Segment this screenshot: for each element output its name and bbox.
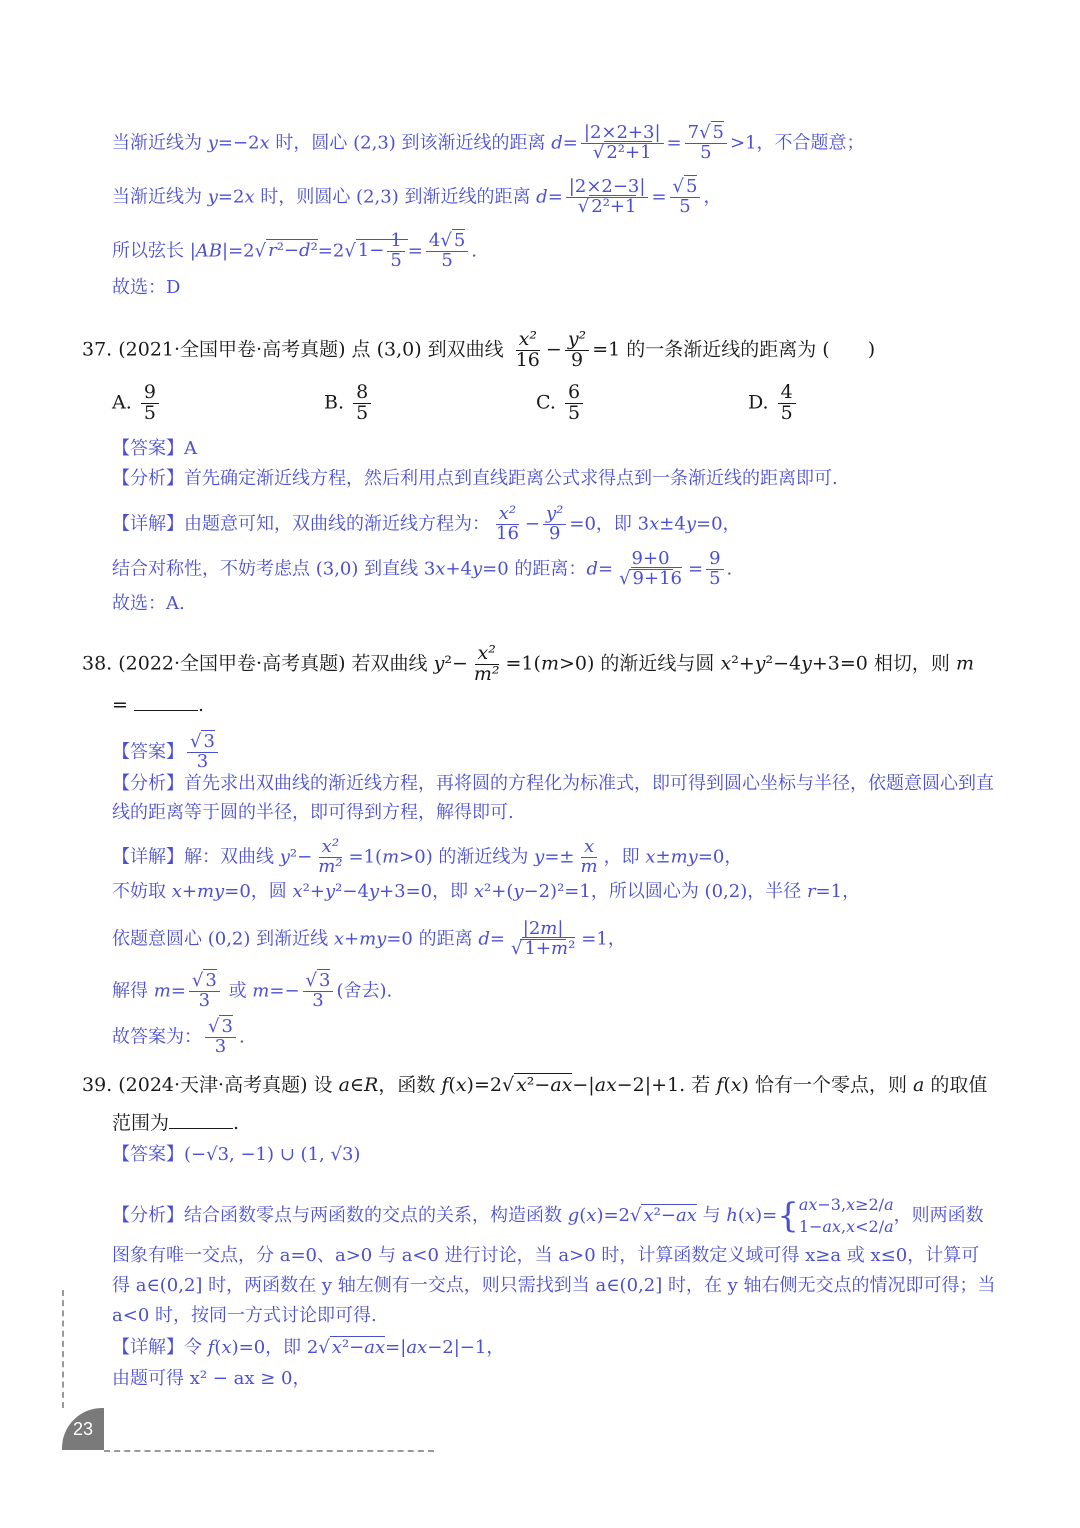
q37-option-c[interactable]: C. $\frac{6}{5}$	[536, 383, 586, 424]
solution-line-asymptote-pos: 当渐近线为 y=2x 时，则圆心 (2,3) 到渐近线的距离 d= $\frac{|2\times 2-3|}{\text{√ 2²+1}}$ = $\frac{√ 5}{5}$ ，	[112, 176, 722, 217]
q38-detail-3: 依题意圆心 (0,2) 到渐近线 x+my=0 的距离 d= $\frac{|2m|}{\text{√ 1+m²}}$ =1，	[112, 918, 626, 959]
q38-answer-blank[interactable]	[134, 692, 198, 711]
q39-analysis-3: 得 a∈(0,2] 时，两函数在 y 轴左侧有一交点，则只需找到当 a∈(0,2] 时，在 y 轴右侧无交点的情况即可得；当	[112, 1275, 996, 1296]
q37-detail-2: 结合对称性，不妨考虑点 (3,0) 到直线 3x+4y=0 的距离：d= $\frac{9+0}{√ 9+16}$ = $\frac{9}{5}$ .	[112, 548, 733, 589]
q39-analysis-2: 图象有唯一交点，分 a=0、a>0 与 a<0 进行讨论，当 a>0 时，计算函数定义域可得 x≥a 或 x≤0，计算可	[112, 1245, 980, 1266]
q38-detail-2: 不妨取 x+my=0，圆 x²+y²−4y+3=0，即 x²+(y−2)²=1，所以圆心为 (0,2)，半径 r=1，	[112, 881, 861, 902]
q37-detail-1: 【详解】由题意可知，双曲线的渐近线方程为： $\frac{\text{x²}}{16}$ − $\frac{\text{y²}}{9}$ =0，即 3x±4y=0，	[112, 503, 741, 544]
q38-detail-5: 故答案为： $\frac{√ 3}{3}$ .	[112, 1016, 245, 1057]
q38-stem-blank: = .	[112, 694, 205, 716]
q38-stem: 38. (2022·全国甲卷·高考真题) 若双曲线 y²− $\frac{\text{x²}}{\text{m²}}$ =1(m>0) 的渐近线与圆 x²+y²−4y+3=0 相切，则 m	[82, 642, 974, 685]
q38-detail-4: 解得 m= $\frac{√ 3}{3}$ 或 m=− $\frac{√ 3}{3}$ (舍去).	[112, 970, 393, 1011]
solution-line-chord: 所以弦长 |AB|=2√ r²−d²=2√ 1− $\frac{1}{5}$ = $\frac{4√ 5}{5}$ .	[112, 230, 477, 271]
solution-line-asymptote-neg: 当渐近线为 y=−2x 时，圆心 (2,3) 到该渐近线的距离 d= $\frac{|2\times 2+3|}{\text{√ 2²+1}}$ = $\frac{7√ 5}{5}$ >1，不合题意；	[112, 122, 865, 163]
page-corner-dashed-horizontal	[104, 1450, 434, 1452]
q39-detail-2: 由题可得 x² − ax ≥ 0，	[112, 1368, 311, 1389]
q39-stem-2: 范围为 .	[112, 1112, 240, 1134]
q37-option-b[interactable]: B. $\frac{8}{5}$	[324, 383, 374, 424]
q39-analysis-1: 【分析】结合函数零点与两函数的交点的关系，构造函数 g(x)=2√ x²−ax 与 h(x)={ ax−3,x≥2/a 1−ax,x<2/a ，则两函数	[112, 1195, 984, 1236]
q39-detail-1: 【详解】令 f(x)=0，即 2√ x²−ax=|ax−2|−1，	[112, 1337, 505, 1358]
q39-stem-1: 39. (2024·天津·高考真题) 设 a∈R，函数 f(x)=2√ x²−ax−|ax−2|+1. 若 f(x) 恰有一个零点，则 a 的取值	[82, 1074, 988, 1096]
q38-detail-1: 【详解】解：双曲线 y²− $\frac{\text{x²}}{\text{m²}}$ =1(m>0) 的渐近线为 y=± $\frac{x}{m}$ ，即 x±my=0，	[112, 836, 743, 877]
q37-option-a[interactable]: A. $\frac{9}{5}$	[112, 383, 162, 424]
q37-detail-3: 故选：A.	[112, 593, 185, 614]
q39-analysis-4: a<0 时，按同一方式讨论即可得.	[112, 1305, 377, 1326]
q37-answer: 【答案】A	[112, 438, 197, 459]
q37-analysis: 【分析】首先确定渐近线方程，然后利用点到直线距离公式求得点到一条渐近线的距离即可.	[112, 468, 838, 489]
q39-answer-blank[interactable]	[169, 1110, 233, 1129]
q37-stem: 37. (2021·全国甲卷·高考真题) 点 (3,0) 到双曲线 $\frac{\text{x²}}{16}$ − $\frac{\text{y²}}{9}$ =1 的一条渐近线的距离为 ( )	[82, 328, 876, 371]
q38-analysis-1: 【分析】首先求出双曲线的渐近线方程，再将圆的方程化为标准式，即可得到圆心坐标与半径，依题意圆心到直	[112, 773, 994, 794]
q37-option-d[interactable]: D. $\frac{4}{5}$	[748, 383, 799, 424]
q38-answer: 【答案】 $\frac{√ 3}{3}$	[112, 733, 221, 772]
q39-answer: 【答案】(−√3, −1) ∪ (1, √3)	[112, 1144, 361, 1165]
page-corner-dashed-vertical	[62, 1290, 64, 1408]
solution-conclusion: 故选：D	[112, 277, 181, 298]
q38-analysis-2: 线的距离等于圆的半径，即可得到方程，解得即可.	[112, 802, 514, 823]
page-number-badge: 23	[62, 1408, 104, 1450]
